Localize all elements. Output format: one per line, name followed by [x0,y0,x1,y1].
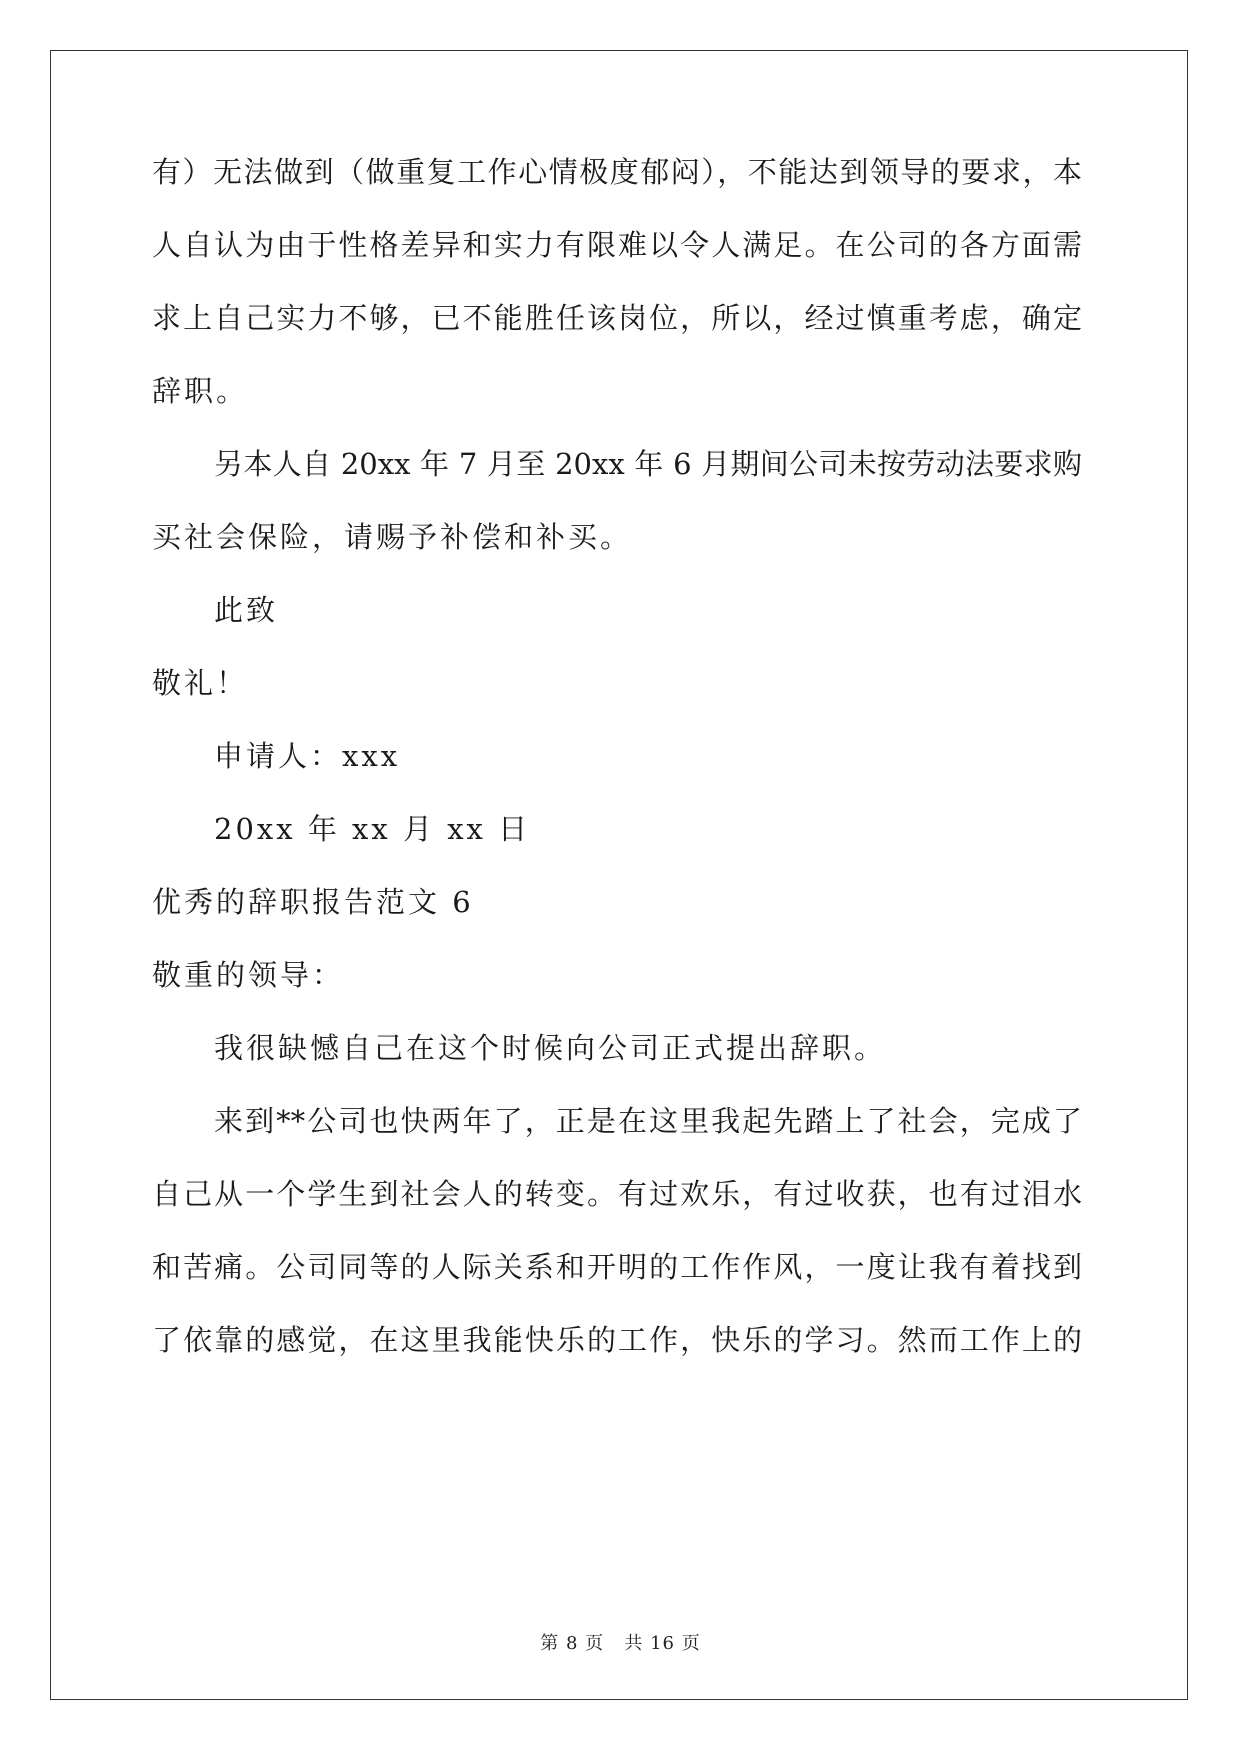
page-number: 第 8 页 [540,1633,605,1654]
applicant-line: 申请人：xxx [214,739,401,773]
body-line: 买社会保险，请赐予补偿和补买。 [152,520,633,554]
body-line: 求上自己实力不够，已不能胜任该岗位，所以，经过慎重考虑，确定 [152,301,1082,335]
body-line: 我很缺憾自己在这个时候向公司正式提出辞职。 [214,1031,887,1065]
page-total: 共 16 页 [624,1633,701,1654]
body-line: 另本人自 20xx 年 7 月至 20xx 年 6 月期间公司未按劳动法要求购 [214,447,1082,481]
salutation-line: 此致 [214,593,279,627]
body-line: 有）无法做到（做重复工作心情极度郁闷），不能达到领导的要求，本 [152,155,1082,189]
salutation-line: 敬礼！ [152,666,249,700]
body-line: 自己从一个学生到社会人的转变。有过欢乐，有过收获，也有过泪水 [152,1177,1082,1211]
greeting-line: 敬重的领导： [152,958,345,992]
page-footer [0,1632,1241,1656]
body-line: 人自认为由于性格差异和实力有限难以令人满足。在公司的各方面需 [152,228,1082,262]
body-line: 辞职。 [152,374,249,408]
body-line: 来到**公司也快两年了，正是在这里我起先踏上了社会，完成了 [214,1104,1082,1138]
body-line: 了依靠的感觉，在这里我能快乐的工作，快乐的学习。然而工作上的 [152,1323,1082,1357]
body-line: 和苦痛。公司同等的人际关系和开明的工作作风，一度让我有着找到 [152,1250,1082,1284]
section-title: 优秀的辞职报告范文 6 [152,885,474,919]
date-line: 20xx 年 xx 月 xx 日 [214,812,531,846]
